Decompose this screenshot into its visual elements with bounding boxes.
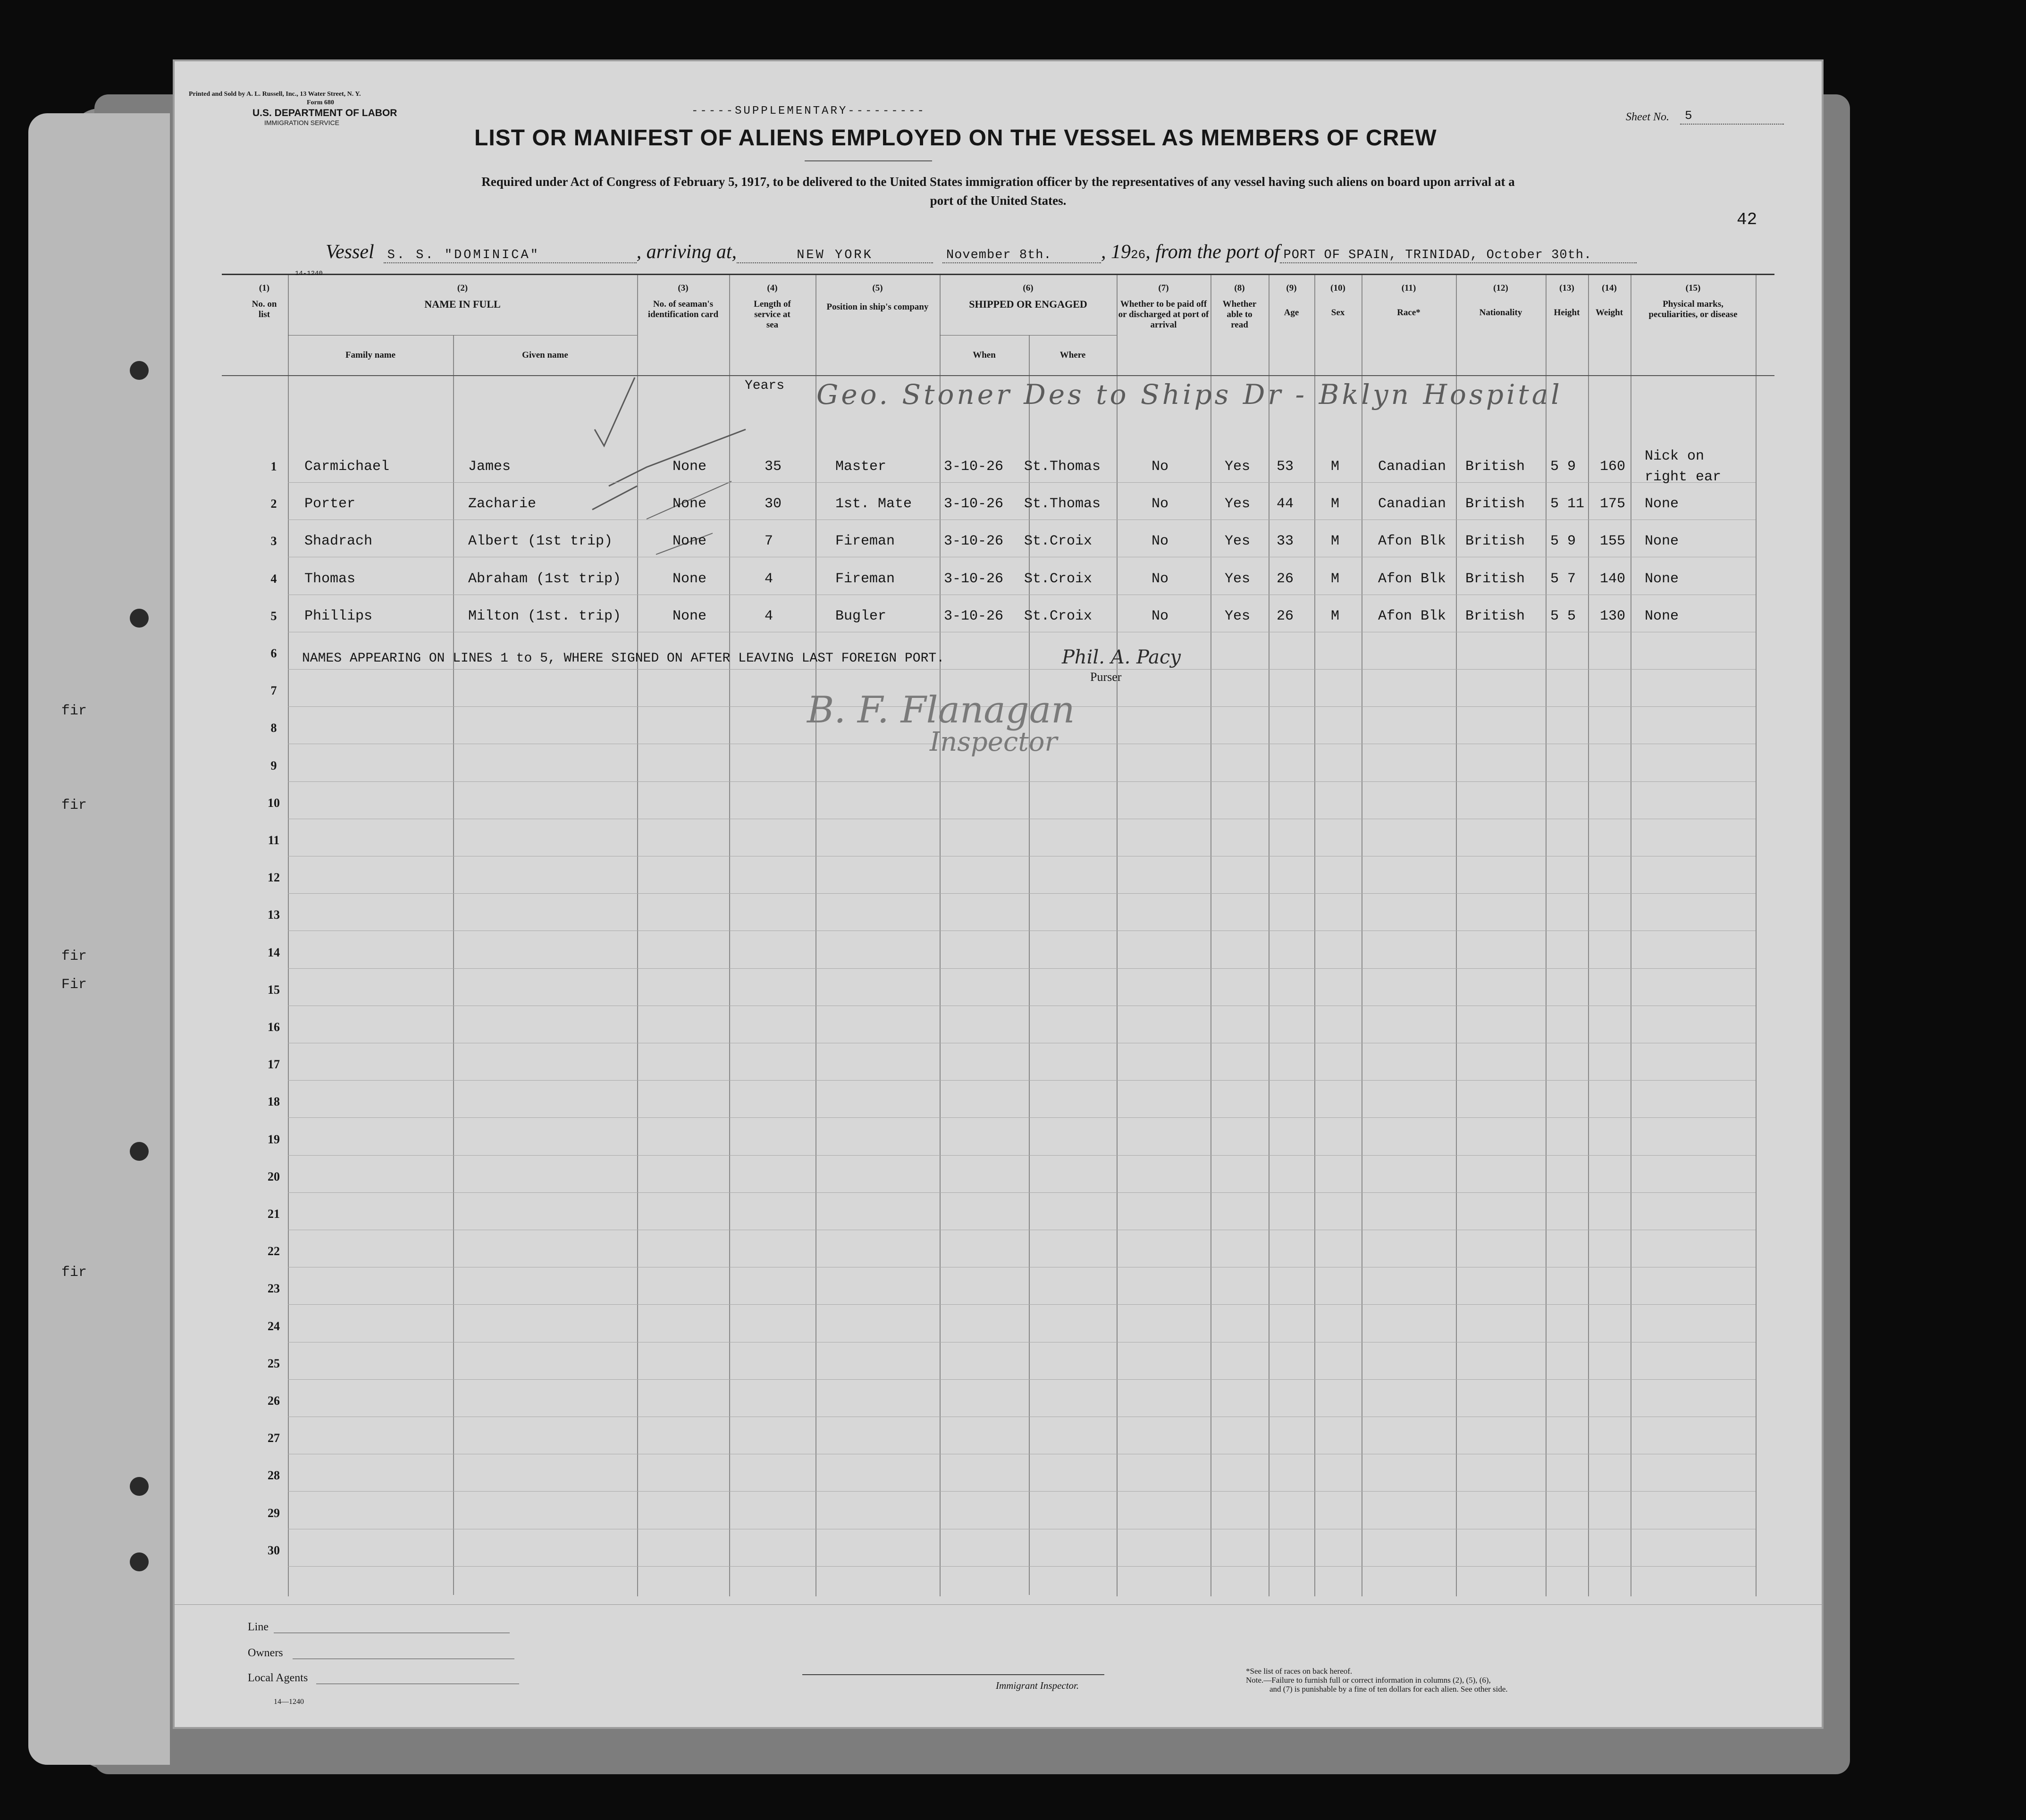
line-number: 10 [268, 796, 280, 810]
crew-marks: Nick on [1645, 448, 1705, 464]
inspector-signature: B. F. Flanagan [807, 689, 1075, 731]
col-name-header [288, 283, 637, 310]
inspector-signature-title: Inspector [930, 727, 1058, 757]
crew-read: Yes [1225, 459, 1251, 475]
strip-mark: fir [61, 797, 87, 814]
row-rule [288, 1379, 1756, 1380]
crew-years: 4 [765, 570, 773, 587]
col-sex-num: (10) [1330, 283, 1345, 293]
crew-race: Canadian [1378, 496, 1446, 512]
strip-mark: fir [61, 703, 87, 719]
page-number: 42 [1737, 210, 1757, 229]
line-number: 21 [268, 1207, 280, 1221]
crew-race: Afon Blk [1378, 533, 1446, 550]
line-number: 29 [268, 1506, 280, 1520]
crew-position: Master [835, 459, 887, 475]
crew-race: Afon Blk [1378, 570, 1446, 587]
department-name: U.S. DEPARTMENT OF LABOR [252, 108, 397, 118]
handwritten-annotation: Geo. Stoner Des to Ships Dr - Bklyn Hospital [816, 378, 1563, 411]
footer-form-code: 14—1240 [274, 1698, 304, 1706]
crew-family: Shadrach [304, 533, 373, 550]
row-rule [288, 669, 1756, 670]
line-number: 5 [270, 609, 277, 623]
col-paid-num: (7) [1158, 283, 1169, 293]
col-sex-label: Sex [1331, 308, 1345, 318]
crew-given: James [468, 459, 511, 475]
title-underline [805, 160, 932, 161]
crew-sex: M [1331, 496, 1340, 512]
department-service: IMMIGRATION SERVICE [264, 119, 339, 126]
line-number: 20 [268, 1169, 280, 1183]
crew-race: Afon Blk [1378, 608, 1446, 624]
col-when: When [973, 350, 996, 360]
departure-port: PORT OF SPAIN, TRINIDAD, October 30th. [1280, 248, 1637, 263]
line-number: 4 [270, 571, 277, 586]
col-weight-label: Weight [1595, 308, 1623, 318]
col-marks-label: Physical marks, peculiarities, or disease [1648, 299, 1738, 319]
col-read-num: (8) [1234, 283, 1245, 293]
arrival-date: November 8th. [942, 248, 1101, 263]
crew-paid-off: No [1152, 533, 1169, 550]
crew-paid-off: No [1152, 459, 1169, 475]
crew-nationality: British [1465, 533, 1525, 550]
col-divider [1029, 335, 1030, 1595]
col-race-label: Race* [1397, 308, 1421, 318]
line-number: 28 [268, 1468, 280, 1483]
crew-paid-off: No [1152, 570, 1169, 587]
purser-signature: Phil. A. Pacy [1062, 646, 1181, 668]
crew-position: 1st. Mate [835, 496, 912, 512]
binder-hole [130, 1142, 149, 1161]
col-divider [1588, 275, 1589, 1596]
arriving-port: NEW YORK [737, 248, 933, 263]
col-name-label: NAME IN FULL [424, 298, 501, 310]
crew-height: 5 11 [1550, 496, 1585, 512]
crew-nationality: British [1465, 570, 1525, 587]
crew-height: 5 9 [1550, 533, 1576, 550]
crew-weight: 155 [1600, 533, 1626, 550]
col-height-label: Height [1554, 308, 1580, 318]
col-service-label: Length of service at sea [754, 299, 791, 330]
crew-years: 4 [765, 608, 773, 624]
line-number: 9 [270, 758, 277, 772]
line-number: 3 [270, 534, 277, 548]
crew-card: None [673, 459, 707, 475]
signed-on-note: NAMES APPEARING ON LINES 1 to 5, WHERE SIGNED ON AFTER LEAVING LAST FOREIGN PORT. [302, 651, 945, 666]
line-number: 15 [268, 982, 280, 997]
crew-where: St.Croix [1024, 570, 1093, 587]
crew-card: None [673, 533, 707, 550]
col-divider [940, 275, 941, 1596]
year-suffix: 26 [1131, 248, 1146, 262]
crew-where: St.Croix [1024, 608, 1093, 624]
crew-given: Zacharie [468, 496, 537, 512]
crew-given: Milton (1st. trip) [468, 608, 622, 624]
crew-race: Canadian [1378, 459, 1446, 475]
years-label: Years [745, 378, 785, 393]
col-race-num: (11) [1401, 283, 1416, 293]
line-number: 7 [270, 684, 277, 698]
requirement-line-2: port of the United States. [930, 193, 1067, 208]
col-shipped-num: (6) [1023, 283, 1034, 293]
crew-where: St.Croix [1024, 533, 1093, 550]
row-rule [288, 1304, 1756, 1305]
supplementary-label: -----SUPPLEMENTARY--------- [691, 105, 926, 117]
col-nationality-header [1456, 283, 1546, 318]
crew-when: 3-10-26 [944, 608, 1004, 624]
footer-note-races: *See list of races on back hereof. [1246, 1667, 1353, 1676]
row-rule [288, 1155, 1756, 1156]
crew-when: 3-10-26 [944, 533, 1004, 550]
col-shipped-label: SHIPPED OR ENGAGED [969, 298, 1087, 310]
col-divider [1756, 275, 1757, 1596]
vessel-label: Vessel [326, 241, 374, 263]
crew-weight: 160 [1600, 459, 1626, 475]
form-code-top: 14-1240 [295, 270, 323, 277]
crew-family: Carmichael [304, 459, 390, 475]
line-number: 25 [268, 1356, 280, 1370]
footer-owners-label: Owners [248, 1647, 283, 1659]
crew-years: 30 [765, 496, 782, 512]
binder-hole [130, 1552, 149, 1571]
col-nationality-label: Nationality [1479, 308, 1522, 318]
crew-position: Fireman [835, 570, 895, 587]
purser-title: Purser [1090, 670, 1122, 684]
crew-nationality: British [1465, 459, 1525, 475]
col-marks-header [1631, 283, 1756, 320]
line-number: 6 [270, 646, 277, 660]
crew-marks: None [1645, 608, 1679, 624]
page-title: LIST OR MANIFEST OF ALIENS EMPLOYED ON THE VESSEL AS MEMBERS OF CREW [474, 126, 1437, 151]
line-number: 22 [268, 1244, 280, 1258]
crew-sex: M [1331, 608, 1340, 624]
col-divider [288, 275, 289, 1596]
crew-when: 3-10-26 [944, 459, 1004, 475]
crew-paid-off: No [1152, 496, 1169, 512]
col-sex-header [1314, 283, 1362, 318]
col-weight-num: (14) [1602, 283, 1617, 293]
crew-family: Thomas [304, 570, 356, 587]
crew-given: Albert (1st trip) [468, 533, 613, 550]
arriving-label: , arriving at, [636, 241, 737, 263]
binder-hole [130, 1477, 149, 1496]
col-given-name: Given name [522, 350, 568, 360]
footer-agents-label: Local Agents [248, 1672, 308, 1684]
binder-hole [130, 361, 149, 380]
line-number: 12 [268, 871, 280, 885]
crew-card: None [673, 570, 707, 587]
line-number: 11 [268, 833, 280, 847]
crew-age: 33 [1277, 533, 1294, 550]
crew-age: 26 [1277, 608, 1294, 624]
col-position-header [815, 283, 940, 312]
line-number: 13 [268, 908, 280, 922]
row-rule [288, 968, 1756, 969]
crew-height: 5 9 [1550, 459, 1576, 475]
line-number: 16 [268, 1020, 280, 1034]
col-where: Where [1059, 350, 1086, 360]
col-no-num: (1) [259, 283, 270, 293]
requirement-line-1: Required under Act of Congress of February 5, 1917, to be delivered to the United States immigration officer by the representatives of any vessel having such aliens on board upon arrival at a [481, 175, 1515, 189]
col-divider [1456, 275, 1457, 1596]
col-age-label: Age [1284, 308, 1299, 318]
crew-marks-continued: right ear [1645, 469, 1722, 485]
inspector-signature-line [802, 1674, 1104, 1675]
crew-height: 5 5 [1550, 608, 1576, 624]
footer-notes [1246, 1667, 1508, 1694]
crew-years: 7 [765, 533, 773, 550]
crew-card: None [673, 496, 707, 512]
col-paid-header [1117, 283, 1211, 330]
pen-strokes [590, 359, 835, 576]
crew-sex: M [1331, 570, 1340, 587]
col-card-label: No. of seaman's identification card [647, 299, 719, 319]
col-service-num: (4) [767, 283, 778, 293]
line-number: 14 [268, 945, 280, 959]
crew-position: Fireman [835, 533, 895, 550]
line-number: 26 [268, 1394, 280, 1408]
crew-where: St.Thomas [1024, 459, 1101, 475]
col-divider [453, 335, 454, 1595]
crew-weight: 130 [1600, 608, 1626, 624]
table-top-rule [222, 274, 1774, 275]
footer-rule [175, 1604, 1822, 1605]
col-read-header [1211, 283, 1269, 330]
vessel-line [326, 241, 1637, 263]
strip-mark: Fir [61, 977, 87, 993]
crew-marks: None [1645, 570, 1679, 587]
footer-note-penalty-cont: and (7) is punishable by a fine of ten dollars for each alien. See other side. [1269, 1685, 1508, 1694]
line-number: 23 [268, 1282, 280, 1296]
line-number: 19 [268, 1132, 280, 1146]
col-card-num: (3) [678, 283, 689, 293]
crew-marks: None [1645, 496, 1679, 512]
inspector-caption: Immigrant Inspector. [996, 1680, 1079, 1691]
col-service-header [729, 283, 815, 330]
line-number: 2 [270, 497, 277, 511]
col-age-header [1269, 283, 1314, 318]
form-number: Form 680 [307, 99, 334, 106]
footer-line-label: Line [248, 1621, 269, 1633]
crew-marks: None [1645, 533, 1679, 550]
crew-paid-off: No [1152, 608, 1169, 624]
crew-nationality: British [1465, 608, 1525, 624]
col-divider [1314, 275, 1315, 1596]
requirement-text [255, 172, 1741, 210]
binder-hole [130, 609, 149, 628]
crew-card: None [673, 608, 707, 624]
left-binding-strip [28, 113, 170, 1765]
col-race-header [1362, 283, 1456, 318]
crew-age: 53 [1277, 459, 1294, 475]
crew-age: 26 [1277, 570, 1294, 587]
row-rule [288, 893, 1756, 894]
col-no-header [245, 283, 283, 320]
from-port-label: , from the port of [1145, 241, 1280, 263]
col-height-num: (13) [1559, 283, 1574, 293]
crew-where: St.Thomas [1024, 496, 1101, 512]
line-number: 30 [268, 1543, 280, 1557]
crew-years: 35 [765, 459, 782, 475]
row-rule [288, 1491, 1756, 1492]
line-number: 1 [270, 460, 277, 473]
strip-mark: fir [61, 948, 87, 965]
strip-mark: fir [61, 1265, 87, 1281]
col-family-name: Family name [345, 350, 396, 360]
footer-note-penalty: Note.—Failure to furnish full or correct information in columns (2), (5), (6), [1246, 1676, 1491, 1685]
col-nationality-num: (12) [1493, 283, 1508, 293]
sheet-number-line [1680, 124, 1784, 125]
crew-read: Yes [1225, 570, 1251, 587]
col-divider [1117, 275, 1118, 1596]
col-no-label: No. on list [252, 299, 277, 319]
crew-position: Bugler [835, 608, 887, 624]
sheet-number: 5 [1685, 109, 1692, 123]
row-rule [288, 781, 1756, 782]
year-prefix: , 19 [1101, 241, 1131, 263]
crew-sex: M [1331, 533, 1340, 550]
row-rule [288, 1117, 1756, 1118]
crew-family: Porter [304, 496, 356, 512]
crew-read: Yes [1225, 496, 1251, 512]
crew-sex: M [1331, 459, 1340, 475]
row-rule [288, 1566, 1756, 1567]
col-age-num: (9) [1286, 283, 1297, 293]
col-height-header [1546, 283, 1588, 318]
crew-weight: 175 [1600, 496, 1626, 512]
row-rule [288, 482, 1756, 483]
col-marks-num: (15) [1685, 283, 1701, 293]
col-divider [1546, 275, 1547, 1596]
crew-weight: 140 [1600, 570, 1626, 587]
crew-read: Yes [1225, 533, 1251, 550]
crew-given: Abraham (1st trip) [468, 570, 622, 587]
col-read-label: Whether able to read [1222, 299, 1257, 330]
sheet-label: Sheet No. [1626, 111, 1669, 123]
printer-credit: Printed and Sold by A. L. Russell, Inc., 13 Water Street, N. Y. [189, 91, 361, 98]
vessel-name: S. S. "DOMINICA" [384, 248, 637, 263]
crew-read: Yes [1225, 608, 1251, 624]
col-name-num: (2) [457, 283, 468, 293]
crew-age: 44 [1277, 496, 1294, 512]
col-position-label: Position in ship's company [826, 302, 929, 312]
col-card-header [637, 283, 729, 320]
line-number: 17 [268, 1057, 280, 1072]
line-number: 8 [270, 721, 277, 735]
header-bottom-rule [222, 375, 1774, 376]
crew-when: 3-10-26 [944, 496, 1004, 512]
line-number: 24 [268, 1319, 280, 1333]
line-number: 27 [268, 1431, 280, 1445]
crew-family: Phillips [304, 608, 373, 624]
manifest-sheet [175, 61, 1822, 1727]
crew-height: 5 7 [1550, 570, 1576, 587]
col-weight-header [1588, 283, 1631, 318]
col-paid-label: Whether to be paid off or discharged at port of arrival [1118, 299, 1209, 330]
row-rule [288, 1080, 1756, 1081]
row-rule [288, 1192, 1756, 1193]
col-position-num: (5) [872, 283, 883, 293]
crew-when: 3-10-26 [944, 570, 1004, 587]
col-shipped-header [940, 283, 1117, 310]
line-number: 18 [268, 1095, 280, 1109]
crew-nationality: British [1465, 496, 1525, 512]
